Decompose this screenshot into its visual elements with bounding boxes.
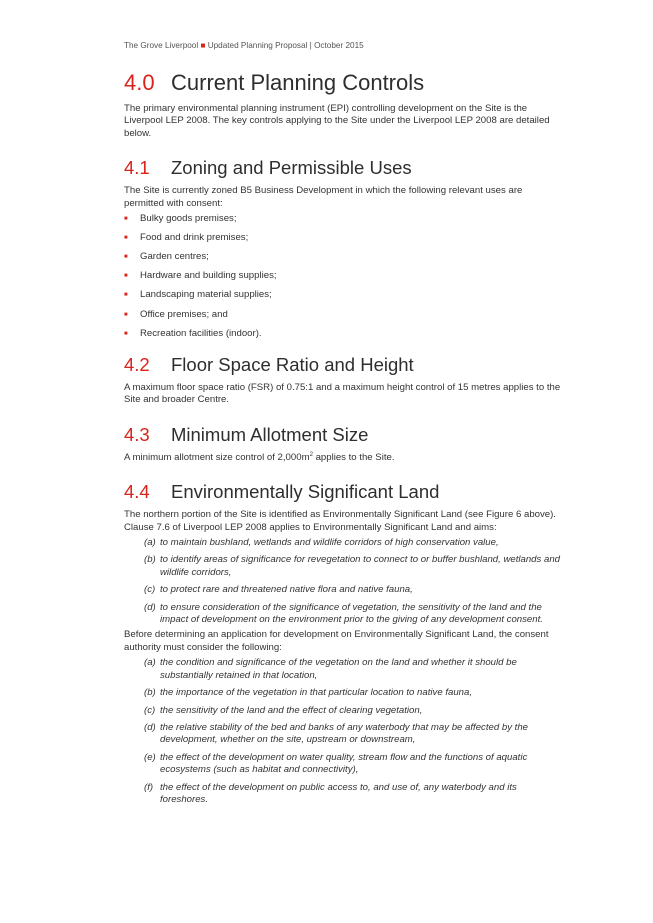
permitted-use-item: ■ Landscaping material supplies; <box>124 289 564 301</box>
running-header <box>124 41 364 50</box>
item-letter: (d) <box>144 721 156 733</box>
lettered-item <box>124 584 564 596</box>
section-title: Floor Space Ratio and Height <box>171 354 414 375</box>
permitted-use-item: ■ Hardware and building supplies; <box>124 270 564 282</box>
lettered-item <box>124 602 564 627</box>
section-title: Zoning and Permissible Uses <box>171 157 412 179</box>
item-text: the relative stability of the bed and banks of any waterbody that may be affected by the development, whether on the site, upstream or downstream, <box>160 721 528 746</box>
item-letter: (d) <box>144 601 156 613</box>
section-4-3-body <box>124 452 564 464</box>
lettered-item <box>124 782 564 807</box>
section-number: 4.2 <box>124 354 150 375</box>
item-text: the effect of the development on water quality, stream flow and the functions of aquatic ecosystems (such as habitat and connectivity), <box>160 751 528 776</box>
superscript: 2 <box>309 451 313 458</box>
item-text: the sensitivity of the land and the effect of clearing vegetation, <box>160 704 423 716</box>
section-title: Current Planning Controls <box>171 70 425 95</box>
item-text: to identify areas of significance for revegetation to connect to or buffer bushland, wetlands and wildlife corridors, <box>160 554 560 578</box>
header-separator-icon: ■ <box>200 41 206 50</box>
item-letter: (a) <box>144 657 156 669</box>
permitted-use-item: ■ Food and drink premises; <box>124 232 564 244</box>
lettered-item <box>124 722 564 747</box>
section-heading-4-0 <box>124 70 564 96</box>
permitted-use-item: ■ Bulky goods premises; <box>124 213 564 225</box>
header-title: The Grove Liverpool <box>124 41 199 50</box>
item-letter: (c) <box>144 584 156 596</box>
figure-reference-link[interactable]: Figure 6 <box>486 509 522 521</box>
section-4-4-intro <box>124 509 564 534</box>
permitted-uses-list <box>124 213 564 340</box>
item-letter: (b) <box>144 687 156 699</box>
item-text: to protect rare and threatened native flora and native fauna, <box>160 584 413 596</box>
lettered-item <box>124 752 564 777</box>
section-heading-4-1 <box>124 157 564 179</box>
lettered-item <box>124 554 564 579</box>
section-heading-4-3 <box>124 424 564 446</box>
item-letter: (a) <box>144 537 156 549</box>
permitted-use-item: ■ Garden centres; <box>124 251 564 263</box>
page-content <box>124 70 564 806</box>
item-text: the condition and significance of the vegetation on the land and whether it should be substantially retained in that location, <box>160 657 517 681</box>
item-text: the importance of the vegetation in that particular location to native fauna, <box>160 687 472 699</box>
section-number: 4.3 <box>124 423 150 445</box>
body-text: above). Clause 7.6 of Liverpool LEP 2008 applies to Environmentally Significant Land and aims: <box>124 509 556 533</box>
lettered-item <box>124 657 564 682</box>
header-subtitle: Updated Planning Proposal | October 2015 <box>207 41 364 50</box>
permitted-use-item: ■ Recreation facilities (indoor). <box>124 328 564 340</box>
section-4-1-body: The Site is currently zoned B5 Business Development in which the following relevant uses are permitted with consent: <box>124 185 523 209</box>
body-text: The northern portion of the Site is identified as Environmentally Significant Land (see <box>124 509 487 521</box>
body-text: A minimum allotment size control of 2,000m <box>124 451 310 463</box>
item-letter: (b) <box>144 554 156 566</box>
item-text: the effect of the development on public access to, and use of, any waterbody and its foreshores. <box>160 781 517 805</box>
lettered-item <box>124 705 564 717</box>
consideration-factors-list <box>124 657 564 806</box>
section-4-2-body: A maximum floor space ratio (FSR) of 0.75:1 and a maximum height control of 15 metres applies to the Site and broader Centre. <box>124 382 561 406</box>
lettered-item <box>124 537 564 549</box>
section-heading-4-4 <box>124 481 564 503</box>
section-number: 4.1 <box>124 157 150 179</box>
section-heading-4-2 <box>124 354 564 376</box>
section-4-4-consider: Before determining an application for development on Environmentally Significant Land, the consent authority must consider the following: <box>124 629 549 653</box>
body-text: applies to the Site. <box>312 451 395 463</box>
section-4-0-body: The primary environmental planning instrument (EPI) controlling development on the Site is the Liverpool LEP 2008. The key controls applying to the Site under the Liverpool LEP 2008 are detailed below. <box>124 103 550 139</box>
section-number: 4.0 <box>124 70 155 95</box>
item-letter: (f) <box>144 781 154 793</box>
clause-aims-list <box>124 537 564 626</box>
permitted-use-item: ■ Office premises; and <box>124 309 564 321</box>
item-text: to maintain bushland, wetlands and wildlife corridors of high conservation value, <box>160 537 499 549</box>
item-letter: (e) <box>144 751 156 763</box>
item-letter: (c) <box>144 704 156 716</box>
item-text: to ensure consideration of the significance of vegetation, the sensitivity of the land and the impact of development on the environment prior to the giving of any development consent. <box>160 601 543 626</box>
section-number: 4.4 <box>124 481 150 503</box>
lettered-item <box>124 687 564 699</box>
section-title: Environmentally Significant Land <box>171 481 440 503</box>
section-title: Minimum Allotment Size <box>171 423 369 445</box>
